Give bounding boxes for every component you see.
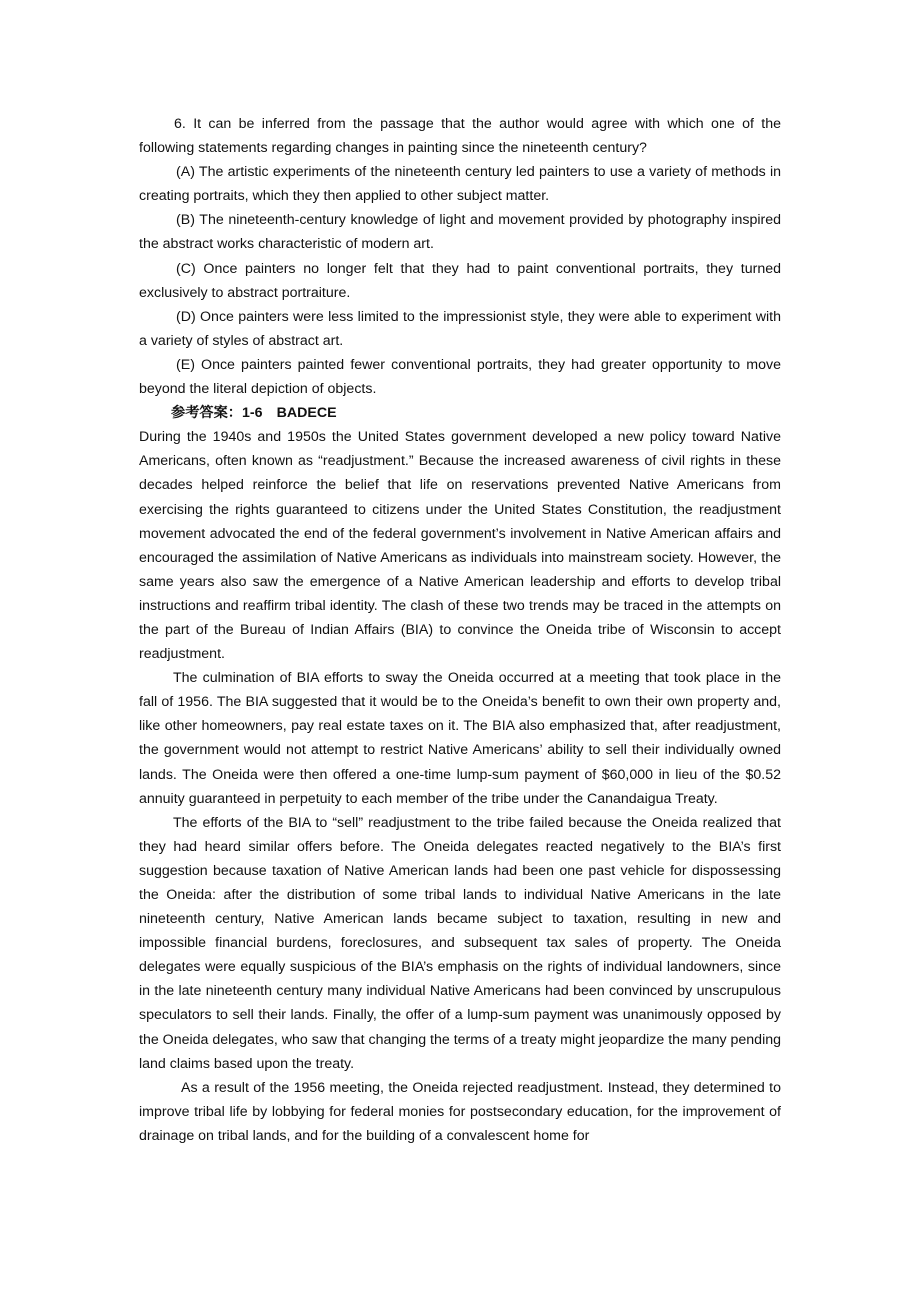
answer-key-label: 参考答案： [171, 405, 242, 422]
passage-paragraph-1: During the 1940s and 1950s the United States government developed a new policy toward Native Americans, often known as “readjustment.” Because the increased awareness of civil rights in these decades helped reinforce the belief that life on reservations prevented Native Americans from exercising the rights guaranteed to citizens under the United States Constitution, the readjustment movement advocated the end of the federal government’s involvement in Native American affairs and encouraged the assimilation of Native Americans as individuals into mainstream society. However, the same years also saw the emergence of a Native American leadership and efforts to develop tribal instructions and reaffirm tribal identity. The clash of these two trends may be traced in the attempts on the part of the Bureau of Indian Affairs (BIA) to convince the Oneida tribe of Wisconsin to accept readjustment. [139, 429, 781, 663]
option-c: (C) Once painters no longer felt that they had to paint conventional portraits, they turned exclusively to abstract portraiture. [139, 260, 781, 301]
passage-paragraph-4: As a result of the 1956 meeting, the Oneida rejected readjustment. Instead, they determined to improve tribal life by lobbying for federal monies for postsecondary education, for the improvement of drainage on tribal lands, and for the building of a convalescent home for [139, 1079, 781, 1144]
answer-key [139, 401, 781, 425]
option-b: (B) The nineteenth-century knowledge of light and movement provided by photography inspired the abstract works characteristic of modern art. [139, 212, 781, 253]
option-a: (A) The artistic experiments of the nineteenth century led painters to use a variety of methods in creating portraits, which they then applied to other subject matter. [139, 164, 781, 205]
answer-key-value: 1-6 BADECE [241, 405, 337, 422]
passage-paragraph-3: The efforts of the BIA to “sell” readjustment to the tribe failed because the Oneida realized that they had heard similar offers before. The Oneida delegates reacted negatively to the BIA’s first suggestion because taxation of Native American lands had been one past vehicle for dispossessing the Oneida: after the distribution of some tribal lands to individual Native Americans in the late nineteenth century, Native American lands became subject to taxation, resulting in new and impossible financial burdens, foreclosures, and subsequent tax sales of property. The Oneida delegates were equally suspicious of the BIA’s emphasis on the rights of individual landowners, since in the late nineteenth century many individual Native Americans had been convinced by unscrupulous speculators to sell their lands. Finally, the offer of a lump-sum payment was unanimously opposed by the Oneida delegates, who saw that changing the terms of a treaty might jeopardize the many pending land claims based upon the treaty. [139, 814, 781, 1072]
passage-paragraph-2: The culmination of BIA efforts to sway the Oneida occurred at a meeting that took place in the fall of 1956. The BIA suggested that it would be to the Oneida’s benefit to own their own property and, like other homeowners, pay real estate taxes on it. The BIA also emphasized that, after readjustment, the government would not attempt to restrict Native Americans’ ability to sell their individually owned lands. The Oneida were then offered a one-time lump-sum payment of $60,000 in lieu of the $0.52 annuity guaranteed in perpetuity to each member of the tribe under the Canandaigua Treaty. [139, 670, 781, 807]
option-d: (D) Once painters were less limited to the impressionist style, they were able to experiment with a variety of styles of abstract art. [139, 308, 781, 349]
question-stem: 6. It can be inferred from the passage that the author would agree with which one of the following statements regarding changes in painting since the nineteenth century? [139, 116, 781, 157]
option-e: (E) Once painters painted fewer conventional portraits, they had greater opportunity to move beyond the literal depiction of objects. [139, 356, 781, 398]
